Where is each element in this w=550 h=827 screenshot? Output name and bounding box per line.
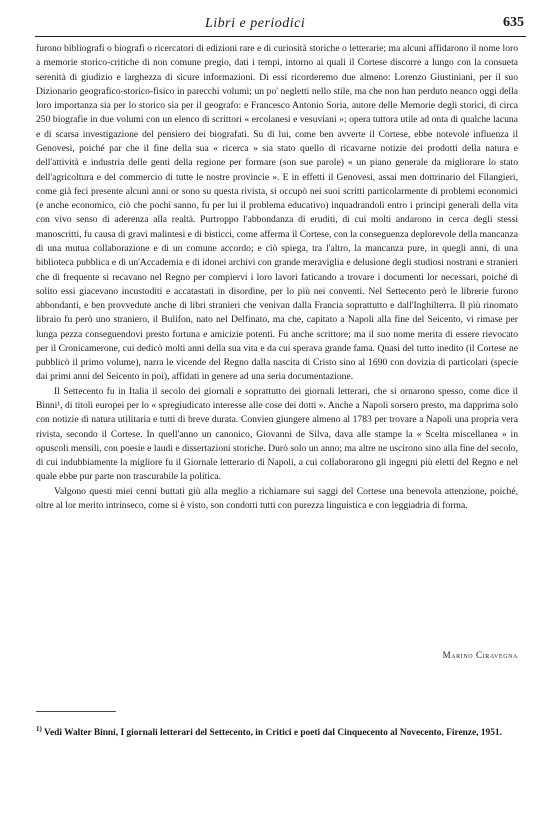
footnote-divider — [36, 711, 116, 712]
paragraph-2: Il Settecento fu in Italia il secolo dei giornali e soprattutto dei giornali letterari, che si ornarono spesso, come dice il Binni¹, di titoli europei per lo « spregiudicato interesse alle cose dei dotti ». Anche a Napoli sorsero presto, ma dapprima solo con notizie di natura utilitaria e tutti di breve durata. Convien giungere almeno al 1783 per trovare a Napoli una propria vera rivista, secondo il Cortese. In quell'anno un canonico, Giovanni de Silva, dava alle stampe la « Scelta miscellanea » in opuscoli mensili, con poesie e laudi e dissertazioni storiche. Durò solo un anno; ma altre ne uscirono sino alla fine del secolo, di cui indubbiamente la migliore fu il Giornale letterario di Napoli, a cui collaborarono gli ingegni più eletti del Regno e nel quale ebbe pur parte non trascurabile la politica. — [36, 385, 518, 483]
footnote-mark: 1) — [36, 725, 42, 733]
paragraph-1: furono bibliografi o biografi o ricercatori di edizioni rare e di curiosità storiche o letterarie; ma alcuni affidarono il nome loro a memorie storico-critiche di non comune pregio, dati i tempi, intorno ai quali il Cortese discorre a lungo con la consueta serenità di giudizio e larghezza di sicure informazioni. Di essi ricorderemo due almeno: Lorenzo Giustiniani, per il suo Dizionario geografico-storico-fisico in parecchi volumi; un po' negletti nello stile, ma che non han perduto neanco oggi della loro importanza sia per lo storico sia per il geografo: e Francesco Antonio Soria, autore delle Memorie degli storici, di circa 250 biografie in due volumi con un elenco di scrittori « ercolanesi e vesuviani »; opera tuttora utile ad onta di qualche lacuna e di scarsa investigazione del pensiero dei biografati. Su di lui, come ben avverte il Cortese, ebbe notevole influenza il Genovesi, poiché par che il fine della sua « ricerca » sia stato quello di ricavarne notizie dei prodotti della natura e dell'attività e industria delle genti della regione per formare (son sue parole) « un piano generale da migliorare lo stato dell'agricoltura e del commercio di tutte le nostre provincie ». E in effetti il Genovesi, assai men dottrinario del Filangieri, come già feci presente alcuni anni or sono su questa rivista, si occupò nei suoi scritti particolarmente di problemi economici (e anche economico, ciò che pochi sanno, fu per lui il problema educativo) inquadrandoli entro i principi generali della vita con vivo senso di aderenza alla realtà. Purtroppo l'abbondanza di eruditi, di cui molti andarono in cerca degli stessi manoscritti, fu causa di gravi malintesi e di bisticci, come afferma il Cortese, con la conseguenza deplorevole della mancanza di una mutua collaborazione e di un comune accordo; e ciò spiega, tra l'altro, la mancanza pure, in quegli anni, di una biblioteca pubblica e di un'Accademia e di idonei archivi con grande meraviglia e delusione degli studiosi nostrani e stranieri che di frequente si recavano nel Regno per compiervi i loro lavori faticando a trovare i documenti lor necessari, poiché di solito essi giacevano incustoditi e accatastati in disordine, per lo più nei conventi. Nel Settecento però le librerie furono abbondanti, e ben provvedute anche di libri stranieri che venivan dalla Francia soprattutto e dall'Inghilterra. Il più rinomato libraio fu però uno straniero, il Bulifon, nato nel Delfinato, ma che, capitato a Napoli alla fine del Seicento, vi rimase per lunga pezza conseguendovi presto fortuna e amicizie potenti. Fu anche scrittore; ma il suo nome merita di essere rievocato per il Cronicamerone, cui dedicò molti anni della sua vita e da cui sperava grande fama. Quasi del tutto inedito (il Cortese ne pubblicò il primo volume), narra le vicende del Regno dalla nascita di Cristo sino al 1690 con dovizia di particolari (specie dai primi anni del Seicento in poi), affidati in genere ad una seria documentazione. — [36, 43, 518, 383]
running-title: Libri e periodici — [205, 16, 306, 31]
footnote — [36, 723, 518, 741]
footnote-text: Vedi Walter Binni, I giornali letterari del Settecento, in Critici e poeti dal Cinquecento al Novecento, Firenze, 1951. — [44, 728, 502, 739]
author-signature: Marino Ciravegna — [442, 650, 518, 660]
paragraph-3: Valgono questi miei cenni buttati giù alla meglio a richiamare sui saggi del Cortese una benevola attenzione, poiché, oltre al lor merito intrinseco, come si è visto, son condotti tutti con purezza linguistica e con leggiadria di forma. — [36, 485, 518, 511]
page-header — [35, 14, 526, 37]
body-text — [36, 42, 518, 513]
page-number: 635 — [503, 15, 524, 30]
